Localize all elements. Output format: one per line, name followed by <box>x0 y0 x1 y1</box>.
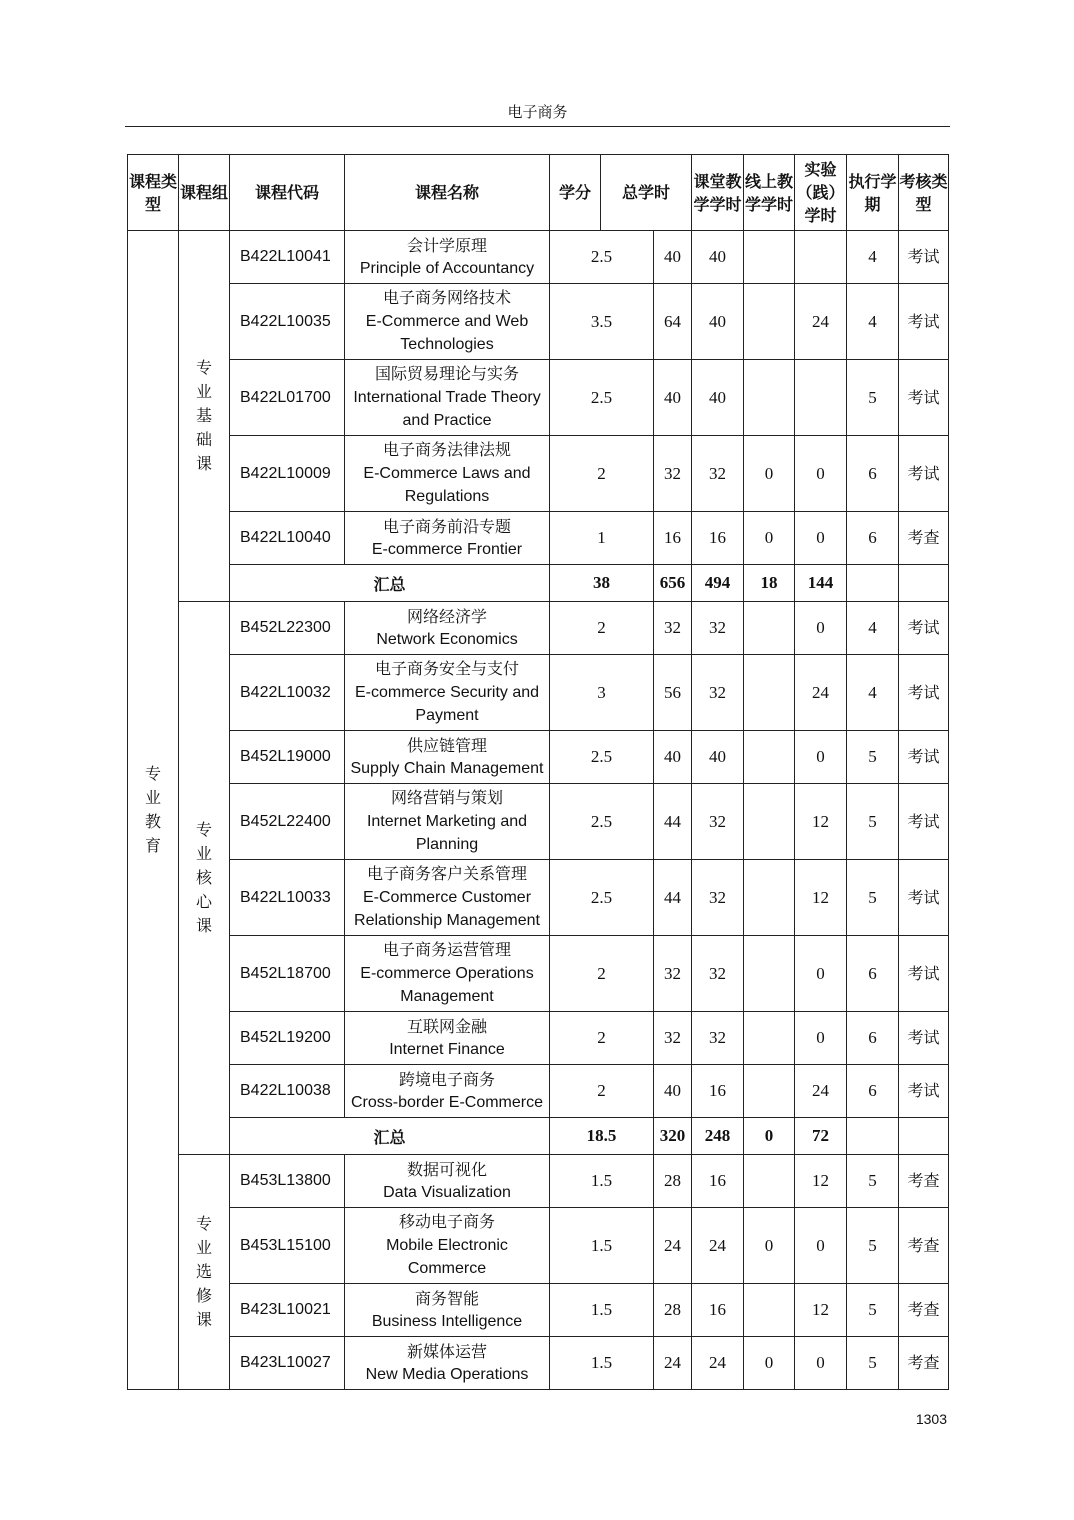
credit-cell: 2 <box>550 1065 654 1118</box>
course-code: B423L10021 <box>230 1284 345 1337</box>
course-code: B422L10035 <box>230 284 345 360</box>
term-cell: 5 <box>847 784 899 860</box>
class-hours-cell: 32 <box>692 655 744 731</box>
course-name-zh: 电子商务网络技术 <box>382 288 511 308</box>
course-name-zh: 会计学原理 <box>406 235 487 255</box>
term-cell: 5 <box>847 1284 899 1337</box>
total-hours-cell: 44 <box>654 860 692 936</box>
lab-hours-cell <box>795 231 847 284</box>
course-name-zh: 网络营销与策划 <box>390 788 503 808</box>
header-row <box>128 155 949 231</box>
term-cell: 5 <box>847 360 899 436</box>
total-hours-cell: 28 <box>654 1284 692 1337</box>
table-row <box>128 512 949 565</box>
course-code: B422L10038 <box>230 1065 345 1118</box>
table-row <box>128 731 949 784</box>
summary-credit: 18.5 <box>550 1118 654 1155</box>
term-cell: 4 <box>847 231 899 284</box>
course-name-en: New Media Operations <box>365 1366 529 1383</box>
total-hours-cell: 32 <box>654 602 692 655</box>
col-header-class-hours: 课堂教学学时 <box>692 155 744 231</box>
page-header: 电子商务 <box>125 102 950 127</box>
course-code: B453L15100 <box>230 1208 345 1284</box>
col-header-online-hours: 线上教学学时 <box>744 155 795 231</box>
class-hours-cell: 32 <box>692 936 744 1012</box>
col-header-lab-hours: 实验（践）学时 <box>795 155 847 231</box>
course-name-en: International Trade Theory and Practice <box>353 388 541 430</box>
total-hours-cell: 40 <box>654 231 692 284</box>
col-header-term: 执行学期 <box>847 155 899 231</box>
course-name-zh: 电子商务前沿专题 <box>382 516 511 536</box>
summary-exam <box>899 1118 949 1155</box>
course-name-zh: 互联网金融 <box>406 1016 487 1036</box>
term-cell: 5 <box>847 731 899 784</box>
term-cell: 6 <box>847 1012 899 1065</box>
summary-exam <box>899 565 949 602</box>
lab-hours-cell: 0 <box>795 436 847 512</box>
exam-type-cell: 考试 <box>899 231 949 284</box>
class-hours-cell: 40 <box>692 284 744 360</box>
course-name <box>345 655 550 731</box>
table-row <box>128 284 949 360</box>
exam-type-cell: 考试 <box>899 860 949 936</box>
exam-type-cell: 考试 <box>899 936 949 1012</box>
course-name-zh: 数据可视化 <box>406 1159 487 1179</box>
course-name-zh: 新媒体运营 <box>406 1341 487 1361</box>
summary-row <box>128 565 949 602</box>
online-hours-cell <box>744 1284 795 1337</box>
course-code: B422L10032 <box>230 655 345 731</box>
online-hours-cell <box>744 784 795 860</box>
total-hours-cell: 32 <box>654 436 692 512</box>
course-name-zh: 商务智能 <box>414 1288 479 1308</box>
course-name-zh: 国际贸易理论与实务 <box>374 364 519 384</box>
class-hours-cell: 40 <box>692 731 744 784</box>
table-body <box>128 231 949 1390</box>
credit-cell: 1.5 <box>550 1284 654 1337</box>
total-hours-cell: 28 <box>654 1155 692 1208</box>
total-hours-cell: 44 <box>654 784 692 860</box>
term-cell: 4 <box>847 655 899 731</box>
col-header-group: 课程组 <box>179 155 230 231</box>
course-name-en: E-commerce Frontier <box>371 541 523 558</box>
credit-cell: 3.5 <box>550 284 654 360</box>
course-name <box>345 1155 550 1208</box>
summary-class-hours: 494 <box>692 565 744 602</box>
exam-type-cell: 考试 <box>899 1012 949 1065</box>
total-hours-cell: 24 <box>654 1208 692 1284</box>
summary-label: 汇总 <box>230 565 550 602</box>
category-cell: 专业教育 <box>128 231 179 1390</box>
course-code: B422L10041 <box>230 231 345 284</box>
course-code: B452L18700 <box>230 936 345 1012</box>
class-hours-cell: 32 <box>692 784 744 860</box>
credit-cell: 1.5 <box>550 1208 654 1284</box>
course-name <box>345 731 550 784</box>
exam-type-cell: 考查 <box>899 1337 949 1390</box>
term-cell: 5 <box>847 860 899 936</box>
course-code: B453L13800 <box>230 1155 345 1208</box>
table-row <box>128 936 949 1012</box>
term-cell: 6 <box>847 436 899 512</box>
exam-type-cell: 考试 <box>899 731 949 784</box>
credit-cell: 2.5 <box>550 784 654 860</box>
course-name-en: Network Economics <box>376 631 518 648</box>
lab-hours-cell: 24 <box>795 655 847 731</box>
col-header-credit: 学分 <box>550 155 601 231</box>
online-hours-cell <box>744 860 795 936</box>
course-name-zh: 电子商务运营管理 <box>382 940 511 960</box>
course-name-en: Principle of Accountancy <box>359 260 535 277</box>
class-hours-cell: 16 <box>692 1155 744 1208</box>
class-hours-cell: 24 <box>692 1208 744 1284</box>
course-name-zh: 供应链管理 <box>406 735 487 755</box>
class-hours-cell: 40 <box>692 231 744 284</box>
credit-cell: 2.5 <box>550 731 654 784</box>
class-hours-cell: 40 <box>692 360 744 436</box>
exam-type-cell: 考试 <box>899 436 949 512</box>
online-hours-cell: 0 <box>744 512 795 565</box>
credit-cell: 2.5 <box>550 860 654 936</box>
course-name-zh: 电子商务法律法规 <box>382 440 511 460</box>
table-row <box>128 1155 949 1208</box>
exam-type-cell: 考查 <box>899 512 949 565</box>
col-header-total-hours: 总学时 <box>601 155 692 231</box>
total-hours-cell: 16 <box>654 512 692 565</box>
class-hours-cell: 32 <box>692 602 744 655</box>
course-name-en: E-Commerce Customer Relationship Management <box>354 888 540 930</box>
credit-cell: 1.5 <box>550 1155 654 1208</box>
exam-type-cell: 考试 <box>899 360 949 436</box>
exam-type-cell: 考试 <box>899 655 949 731</box>
total-hours-cell: 64 <box>654 284 692 360</box>
class-hours-cell: 32 <box>692 436 744 512</box>
online-hours-cell: 0 <box>744 1208 795 1284</box>
online-hours-cell <box>744 936 795 1012</box>
lab-hours-cell: 0 <box>795 1208 847 1284</box>
online-hours-cell <box>744 231 795 284</box>
online-hours-cell <box>744 1012 795 1065</box>
class-hours-cell: 16 <box>692 1065 744 1118</box>
course-code: B452L22300 <box>230 602 345 655</box>
course-code: B422L10040 <box>230 512 345 565</box>
course-name-en: Supply Chain Management <box>350 760 544 777</box>
total-hours-cell: 40 <box>654 731 692 784</box>
course-name-en: Cross-border E-Commerce <box>350 1094 544 1111</box>
summary-term <box>847 565 899 602</box>
summary-online-hours: 18 <box>744 565 795 602</box>
course-name-en: E-commerce Security and Payment <box>354 683 540 725</box>
exam-type-cell: 考试 <box>899 284 949 360</box>
course-name-zh: 跨境电子商务 <box>398 1069 495 1089</box>
course-code: B452L22400 <box>230 784 345 860</box>
lab-hours-cell: 0 <box>795 1337 847 1390</box>
summary-class-hours: 248 <box>692 1118 744 1155</box>
total-hours-cell: 56 <box>654 655 692 731</box>
page-number: 1303 <box>915 1411 947 1427</box>
class-hours-cell: 32 <box>692 1012 744 1065</box>
exam-type-cell: 考试 <box>899 602 949 655</box>
summary-total-hours: 320 <box>654 1118 692 1155</box>
total-hours-cell: 24 <box>654 1337 692 1390</box>
col-header-exam: 考核类型 <box>899 155 949 231</box>
credit-cell: 2.5 <box>550 360 654 436</box>
lab-hours-cell: 12 <box>795 784 847 860</box>
class-hours-cell: 16 <box>692 1284 744 1337</box>
table-row <box>128 1012 949 1065</box>
col-header-name: 课程名称 <box>345 155 550 231</box>
course-name <box>345 1208 550 1284</box>
total-hours-cell: 40 <box>654 1065 692 1118</box>
course-code: B422L10033 <box>230 860 345 936</box>
exam-type-cell: 考查 <box>899 1284 949 1337</box>
lab-hours-cell: 0 <box>795 936 847 1012</box>
lab-hours-cell: 12 <box>795 1155 847 1208</box>
lab-hours-cell <box>795 360 847 436</box>
course-code: B452L19000 <box>230 731 345 784</box>
course-name-en: Mobile Electronic Commerce <box>386 1236 508 1278</box>
total-hours-cell: 40 <box>654 360 692 436</box>
online-hours-cell: 0 <box>744 436 795 512</box>
term-cell: 5 <box>847 1155 899 1208</box>
course-code: B452L19200 <box>230 1012 345 1065</box>
course-name <box>345 784 550 860</box>
lab-hours-cell: 24 <box>795 284 847 360</box>
credit-cell: 2 <box>550 602 654 655</box>
course-name-en: E-Commerce and Web Technologies <box>365 312 529 354</box>
term-cell: 5 <box>847 1337 899 1390</box>
exam-type-cell: 考试 <box>899 1065 949 1118</box>
online-hours-cell <box>744 602 795 655</box>
course-code: B423L10027 <box>230 1337 345 1390</box>
online-hours-cell <box>744 655 795 731</box>
course-name <box>345 231 550 284</box>
lab-hours-cell: 0 <box>795 731 847 784</box>
summary-credit: 38 <box>550 565 654 602</box>
table-row <box>128 655 949 731</box>
class-hours-cell: 24 <box>692 1337 744 1390</box>
course-code: B422L01700 <box>230 360 345 436</box>
online-hours-cell <box>744 1155 795 1208</box>
online-hours-cell <box>744 731 795 784</box>
course-name <box>345 360 550 436</box>
summary-lab-hours: 144 <box>795 565 847 602</box>
class-hours-cell: 32 <box>692 860 744 936</box>
lab-hours-cell: 24 <box>795 1065 847 1118</box>
lab-hours-cell: 12 <box>795 860 847 936</box>
course-code: B422L10009 <box>230 436 345 512</box>
credit-cell: 2 <box>550 436 654 512</box>
course-name <box>345 936 550 1012</box>
group-cell: 专业选修课 <box>179 1155 230 1390</box>
term-cell: 4 <box>847 284 899 360</box>
course-name-en: E-Commerce Laws and Regulations <box>363 464 531 506</box>
course-name-en: E-commerce Operations Management <box>360 964 534 1006</box>
lab-hours-cell: 0 <box>795 602 847 655</box>
course-name <box>345 284 550 360</box>
course-name-zh: 移动电子商务 <box>398 1212 495 1232</box>
credit-cell: 2.5 <box>550 231 654 284</box>
online-hours-cell <box>744 284 795 360</box>
course-name-en: Business Intelligence <box>371 1313 523 1330</box>
table-row <box>128 1208 949 1284</box>
table-row <box>128 784 949 860</box>
course-name-en: Data Visualization <box>383 1184 511 1201</box>
course-name <box>345 860 550 936</box>
summary-term <box>847 1118 899 1155</box>
table-row <box>128 602 949 655</box>
course-name <box>345 1065 550 1118</box>
online-hours-cell <box>744 1065 795 1118</box>
lab-hours-cell: 0 <box>795 1012 847 1065</box>
course-name <box>345 436 550 512</box>
credit-cell: 2 <box>550 936 654 1012</box>
course-name-zh: 电子商务安全与支付 <box>374 659 519 679</box>
table-row <box>128 436 949 512</box>
online-hours-cell: 0 <box>744 1337 795 1390</box>
credit-cell: 1 <box>550 512 654 565</box>
term-cell: 6 <box>847 512 899 565</box>
table-row <box>128 1284 949 1337</box>
course-name <box>345 1337 550 1390</box>
group-cell: 专业基础课 <box>179 231 230 602</box>
group-cell: 专业核心课 <box>179 602 230 1155</box>
course-name-zh: 电子商务客户关系管理 <box>366 864 527 884</box>
course-table <box>127 154 949 1390</box>
course-name <box>345 1012 550 1065</box>
exam-type-cell: 考试 <box>899 784 949 860</box>
total-hours-cell: 32 <box>654 1012 692 1065</box>
class-hours-cell: 16 <box>692 512 744 565</box>
total-hours-cell: 32 <box>654 936 692 1012</box>
summary-online-hours: 0 <box>744 1118 795 1155</box>
term-cell: 6 <box>847 1065 899 1118</box>
credit-cell: 3 <box>550 655 654 731</box>
table-row <box>128 231 949 284</box>
summary-row <box>128 1118 949 1155</box>
course-name-en: Internet Marketing and Planning <box>366 812 528 854</box>
course-name <box>345 1284 550 1337</box>
course-name <box>345 512 550 565</box>
col-header-code: 课程代码 <box>230 155 345 231</box>
course-name-zh: 网络经济学 <box>406 606 487 626</box>
term-cell: 6 <box>847 936 899 1012</box>
summary-lab-hours: 72 <box>795 1118 847 1155</box>
credit-cell: 2 <box>550 1012 654 1065</box>
credit-cell: 1.5 <box>550 1337 654 1390</box>
summary-total-hours: 656 <box>654 565 692 602</box>
col-header-type: 课程类型 <box>128 155 179 231</box>
table-row <box>128 360 949 436</box>
table-row <box>128 860 949 936</box>
table-row <box>128 1337 949 1390</box>
table-row <box>128 1065 949 1118</box>
term-cell: 4 <box>847 602 899 655</box>
summary-label: 汇总 <box>230 1118 550 1155</box>
exam-type-cell: 考查 <box>899 1208 949 1284</box>
online-hours-cell <box>744 360 795 436</box>
term-cell: 5 <box>847 1208 899 1284</box>
course-name-en: Internet Finance <box>389 1041 505 1058</box>
exam-type-cell: 考查 <box>899 1155 949 1208</box>
course-name <box>345 602 550 655</box>
lab-hours-cell: 12 <box>795 1284 847 1337</box>
lab-hours-cell: 0 <box>795 512 847 565</box>
